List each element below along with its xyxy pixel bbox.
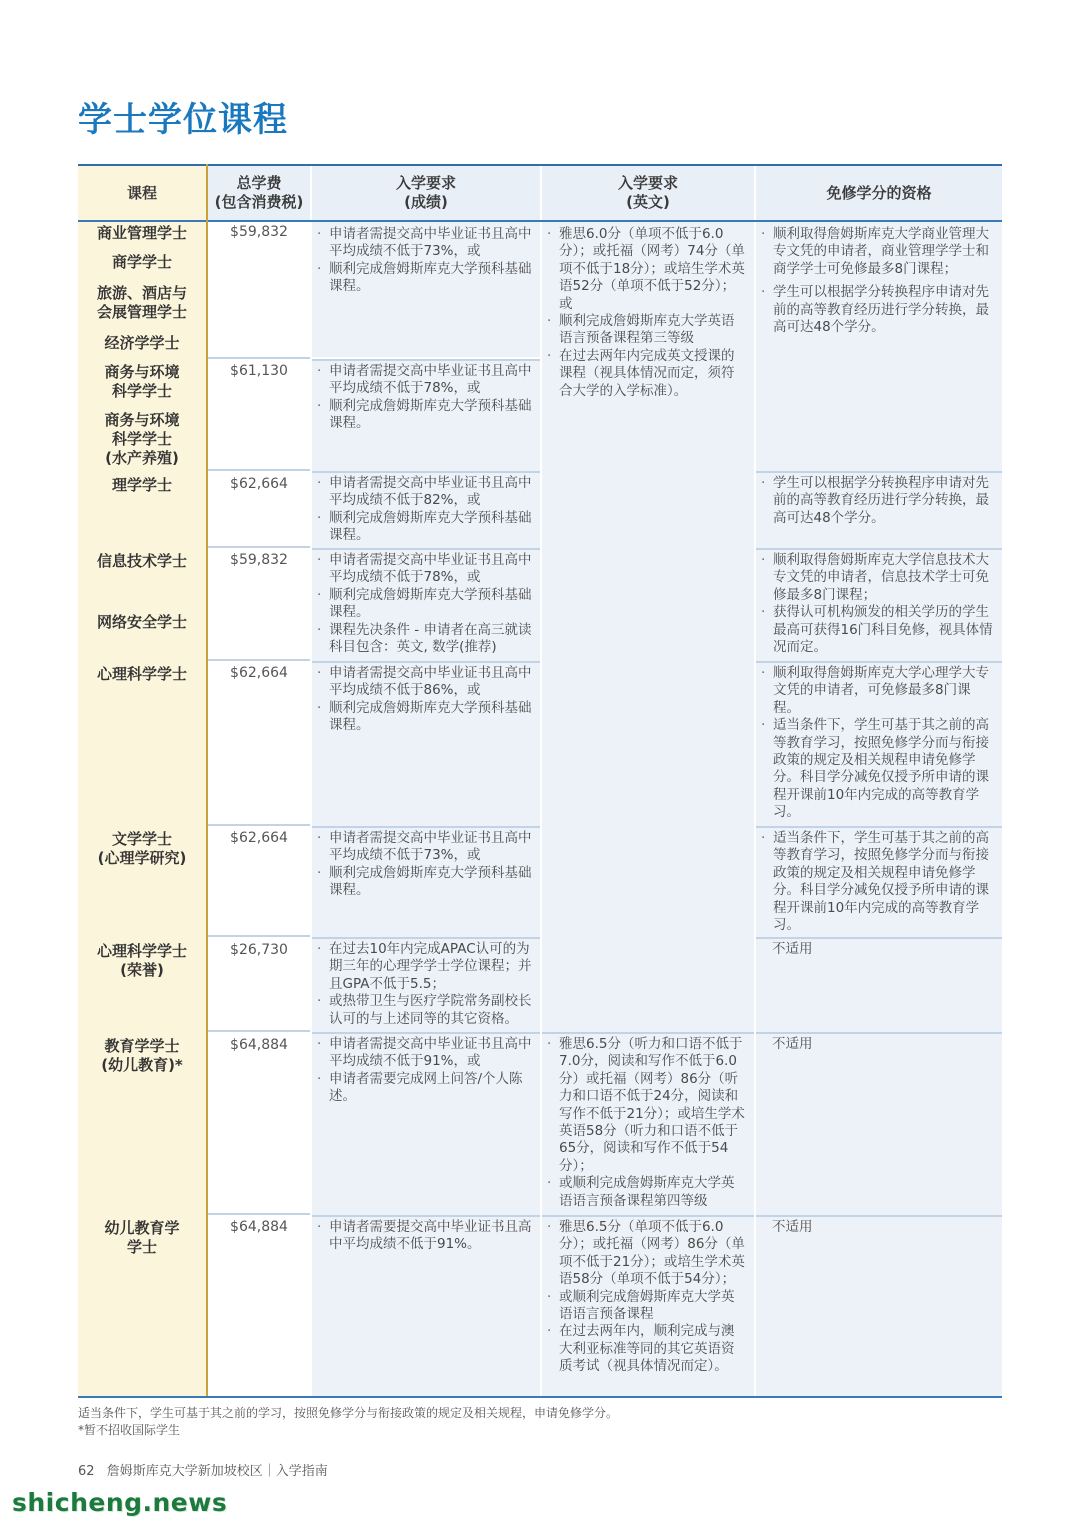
fee-value: $64,884	[230, 1219, 288, 1235]
header-course: 课程	[78, 166, 206, 220]
english-cell: · 雅思6.5分（听力和口语不低于7.0分，阅读和写作不低于6.0分）或托福（网考）86分（听力和口语不低于24分，阅读和写作不低于21分）；或培生学术英语58分（听力和口语不低于65分，阅读和写作不低于54分）； · 或顺利完成詹姆斯库克大学英语语言预备课程第四等级	[542, 1032, 754, 1215]
course-name: 商业管理学士	[96, 224, 187, 242]
fee-value: $62,664	[230, 665, 288, 681]
course-column-divider	[206, 164, 208, 1398]
fee-value: $64,884	[230, 1037, 288, 1053]
course-name: 旅游、酒店与 会展管理学士	[96, 284, 187, 321]
credit-cell: · 顺利取得詹姆斯库克大学心理学大专文凭的申请者，可免修最多8门课程。 · 适当条件下，学生可基于其之前的高等教育学习，按照免修学分而与衔接政策的规定及相关规程申请免修学分。科目学分减免仅授予所申请的课程开课前10年内完成的高等教育学习。	[756, 661, 1002, 826]
grade-cell: · 申请者需提交高中毕业证书且高中平均成绩不低于86%，或 · 顺利完成詹姆斯库克大学预科基础课程。	[312, 661, 540, 826]
footnote-international: *暂不招收国际学生	[78, 1423, 181, 1437]
fee-value: $61,130	[230, 363, 288, 379]
grade-cell: · 在过去10年内完成APAC认可的为期三年的心理学学士学位课程；并且GPA不低于5.5； · 或热带卫生与医疗学院常务副校长认可的与上述同等的其它资格。	[312, 937, 540, 1032]
course-name: 信息技术学士	[96, 552, 187, 570]
grade-cell: · 申请者需提交高中毕业证书且高中平均成绩不低于73%，或 · 顺利完成詹姆斯库克大学预科基础课程。	[312, 222, 540, 357]
grade-cell: · 申请者需提交高中毕业证书且高中平均成绩不低于91%，或 · 申请者需要完成网上问答/个人陈述。	[312, 1032, 540, 1215]
course-name: 心理科学学士 (荣誉)	[96, 942, 187, 979]
footer-text: 詹姆斯库克大学新加坡校区｜入学指南	[106, 1464, 328, 1479]
header-english-requirement: 入学要求 (英文)	[542, 166, 754, 220]
grade-cell: · 申请者需提交高中毕业证书且高中平均成绩不低于73%，或 · 顺利完成詹姆斯库克大学预科基础课程。	[312, 826, 540, 937]
row-separator	[208, 1030, 310, 1032]
course-name: 商务与环境 科学学士	[104, 363, 180, 400]
english-cell: · 雅思6.0分（单项不低于6.0分）；或托福（网考）74分（单项不低于18分）；或培生学术英语52分（单项不低于52分）；或 · 顺利完成詹姆斯库克大学英语语言预备课程第三等级 · 在过去两年内完成英文授课的课程（视具体情况而定，须符合大学的入学标准）。	[542, 222, 754, 1032]
grade-cell: · 申请者需提交高中毕业证书且高中平均成绩不低于82%，或 · 顺利完成詹姆斯库克大学预科基础课程。	[312, 471, 540, 549]
course-name: 理学学士	[111, 476, 172, 494]
row-separator	[208, 659, 310, 661]
fee-value: $59,832	[230, 552, 288, 568]
row-separator	[208, 546, 310, 548]
watermark: shicheng.news	[12, 1488, 228, 1517]
course-name: 幼儿教育学 学士	[104, 1219, 180, 1256]
row-separator	[208, 357, 310, 359]
row-separator	[208, 1213, 310, 1215]
page-number: 62	[78, 1464, 95, 1479]
course-name: 文学学士 (心理学研究)	[97, 830, 187, 867]
header-grade-requirement: 入学要求 (成绩)	[312, 166, 540, 220]
page-footer	[78, 1460, 328, 1479]
course-name: 商学学士	[111, 253, 172, 271]
credit-cell: · 适当条件下，学生可基于其之前的高等教育学习，按照免修学分而与衔接政策的规定及相关规程申请免修学分。科目学分减免仅授予所申请的课程开课前10年内完成的高等教育学习。	[756, 826, 1002, 937]
table-bottom-rule	[78, 1396, 1002, 1398]
header-fee: 总学费 (包含消费税)	[208, 166, 310, 220]
fee-value: $59,832	[230, 224, 288, 240]
footnote-credit: 适当条件下，学生可基于其之前的学习，按照免修学分与衔接政策的规定及相关规程，申请免修学分。	[78, 1406, 619, 1420]
courses-table	[78, 164, 1002, 1398]
row-separator	[208, 469, 310, 471]
fee-value: $62,664	[230, 476, 288, 492]
fee-value: $26,730	[230, 942, 288, 958]
fee-value: $62,664	[230, 830, 288, 846]
credit-cell: · 顺利取得詹姆斯库克大学信息技术大专文凭的申请者，信息技术学士可免修最多8门课程； · 获得认可机构颁发的相关学历的学生最高可获得16门科目免修，视具体情况而定。	[756, 548, 1002, 661]
course-name: 经济学学士	[104, 334, 180, 352]
page-title: 学士学位课程	[78, 100, 288, 140]
course-name: 网络安全学士	[96, 613, 187, 631]
credit-cell: 不适用	[756, 937, 1002, 1032]
credit-cell: 不适用	[756, 1215, 1002, 1396]
row-separator	[208, 824, 310, 826]
english-cell: · 雅思6.5分（单项不低于6.0分）；或托福（网考）86分（单项不低于21分）；或培生学术英语58分（单项不低于54分）； · 或顺利完成詹姆斯库克大学英语语言预备课程 · 在过去两年内，顺利完成与澳大利亚标准等同的其它英语资质考试（视具体情况而定）。	[542, 1215, 754, 1396]
grade-cell: · 申请者需提交高中毕业证书且高中平均成绩不低于78%，或 · 顺利完成詹姆斯库克大学预科基础课程。	[312, 359, 540, 471]
course-name: 心理科学学士	[96, 665, 187, 683]
credit-cell: 不适用	[756, 1032, 1002, 1215]
credit-cell: · 顺利取得詹姆斯库克大学商业管理大专文凭的申请者，商业管理学学士和商学学士可免修最多8门课程； · 学生可以根据学分转换程序申请对先前的高等教育经历进行学分转换，最高可达48个学分。	[756, 222, 1002, 471]
row-separator	[208, 935, 310, 937]
course-name: 商务与环境 科学学士 (水产养殖)	[104, 411, 180, 467]
grade-cell: · 申请者需提交高中毕业证书且高中平均成绩不低于78%，或 · 顺利完成詹姆斯库克大学预科基础课程。 · 课程先决条件 - 申请者在高三就读科目包含：英文, 数学(推荐)	[312, 548, 540, 661]
grade-cell: · 申请者需要提交高中毕业证书且高中平均成绩不低于91%。	[312, 1215, 540, 1396]
header-credit-exemption: 免修学分的资格	[756, 166, 1002, 220]
course-name: 教育学学士 (幼儿教育)*	[101, 1037, 183, 1074]
credit-cell: · 学生可以根据学分转换程序申请对先前的高等教育经历进行学分转换，最高可达48个学分。	[756, 471, 1002, 548]
